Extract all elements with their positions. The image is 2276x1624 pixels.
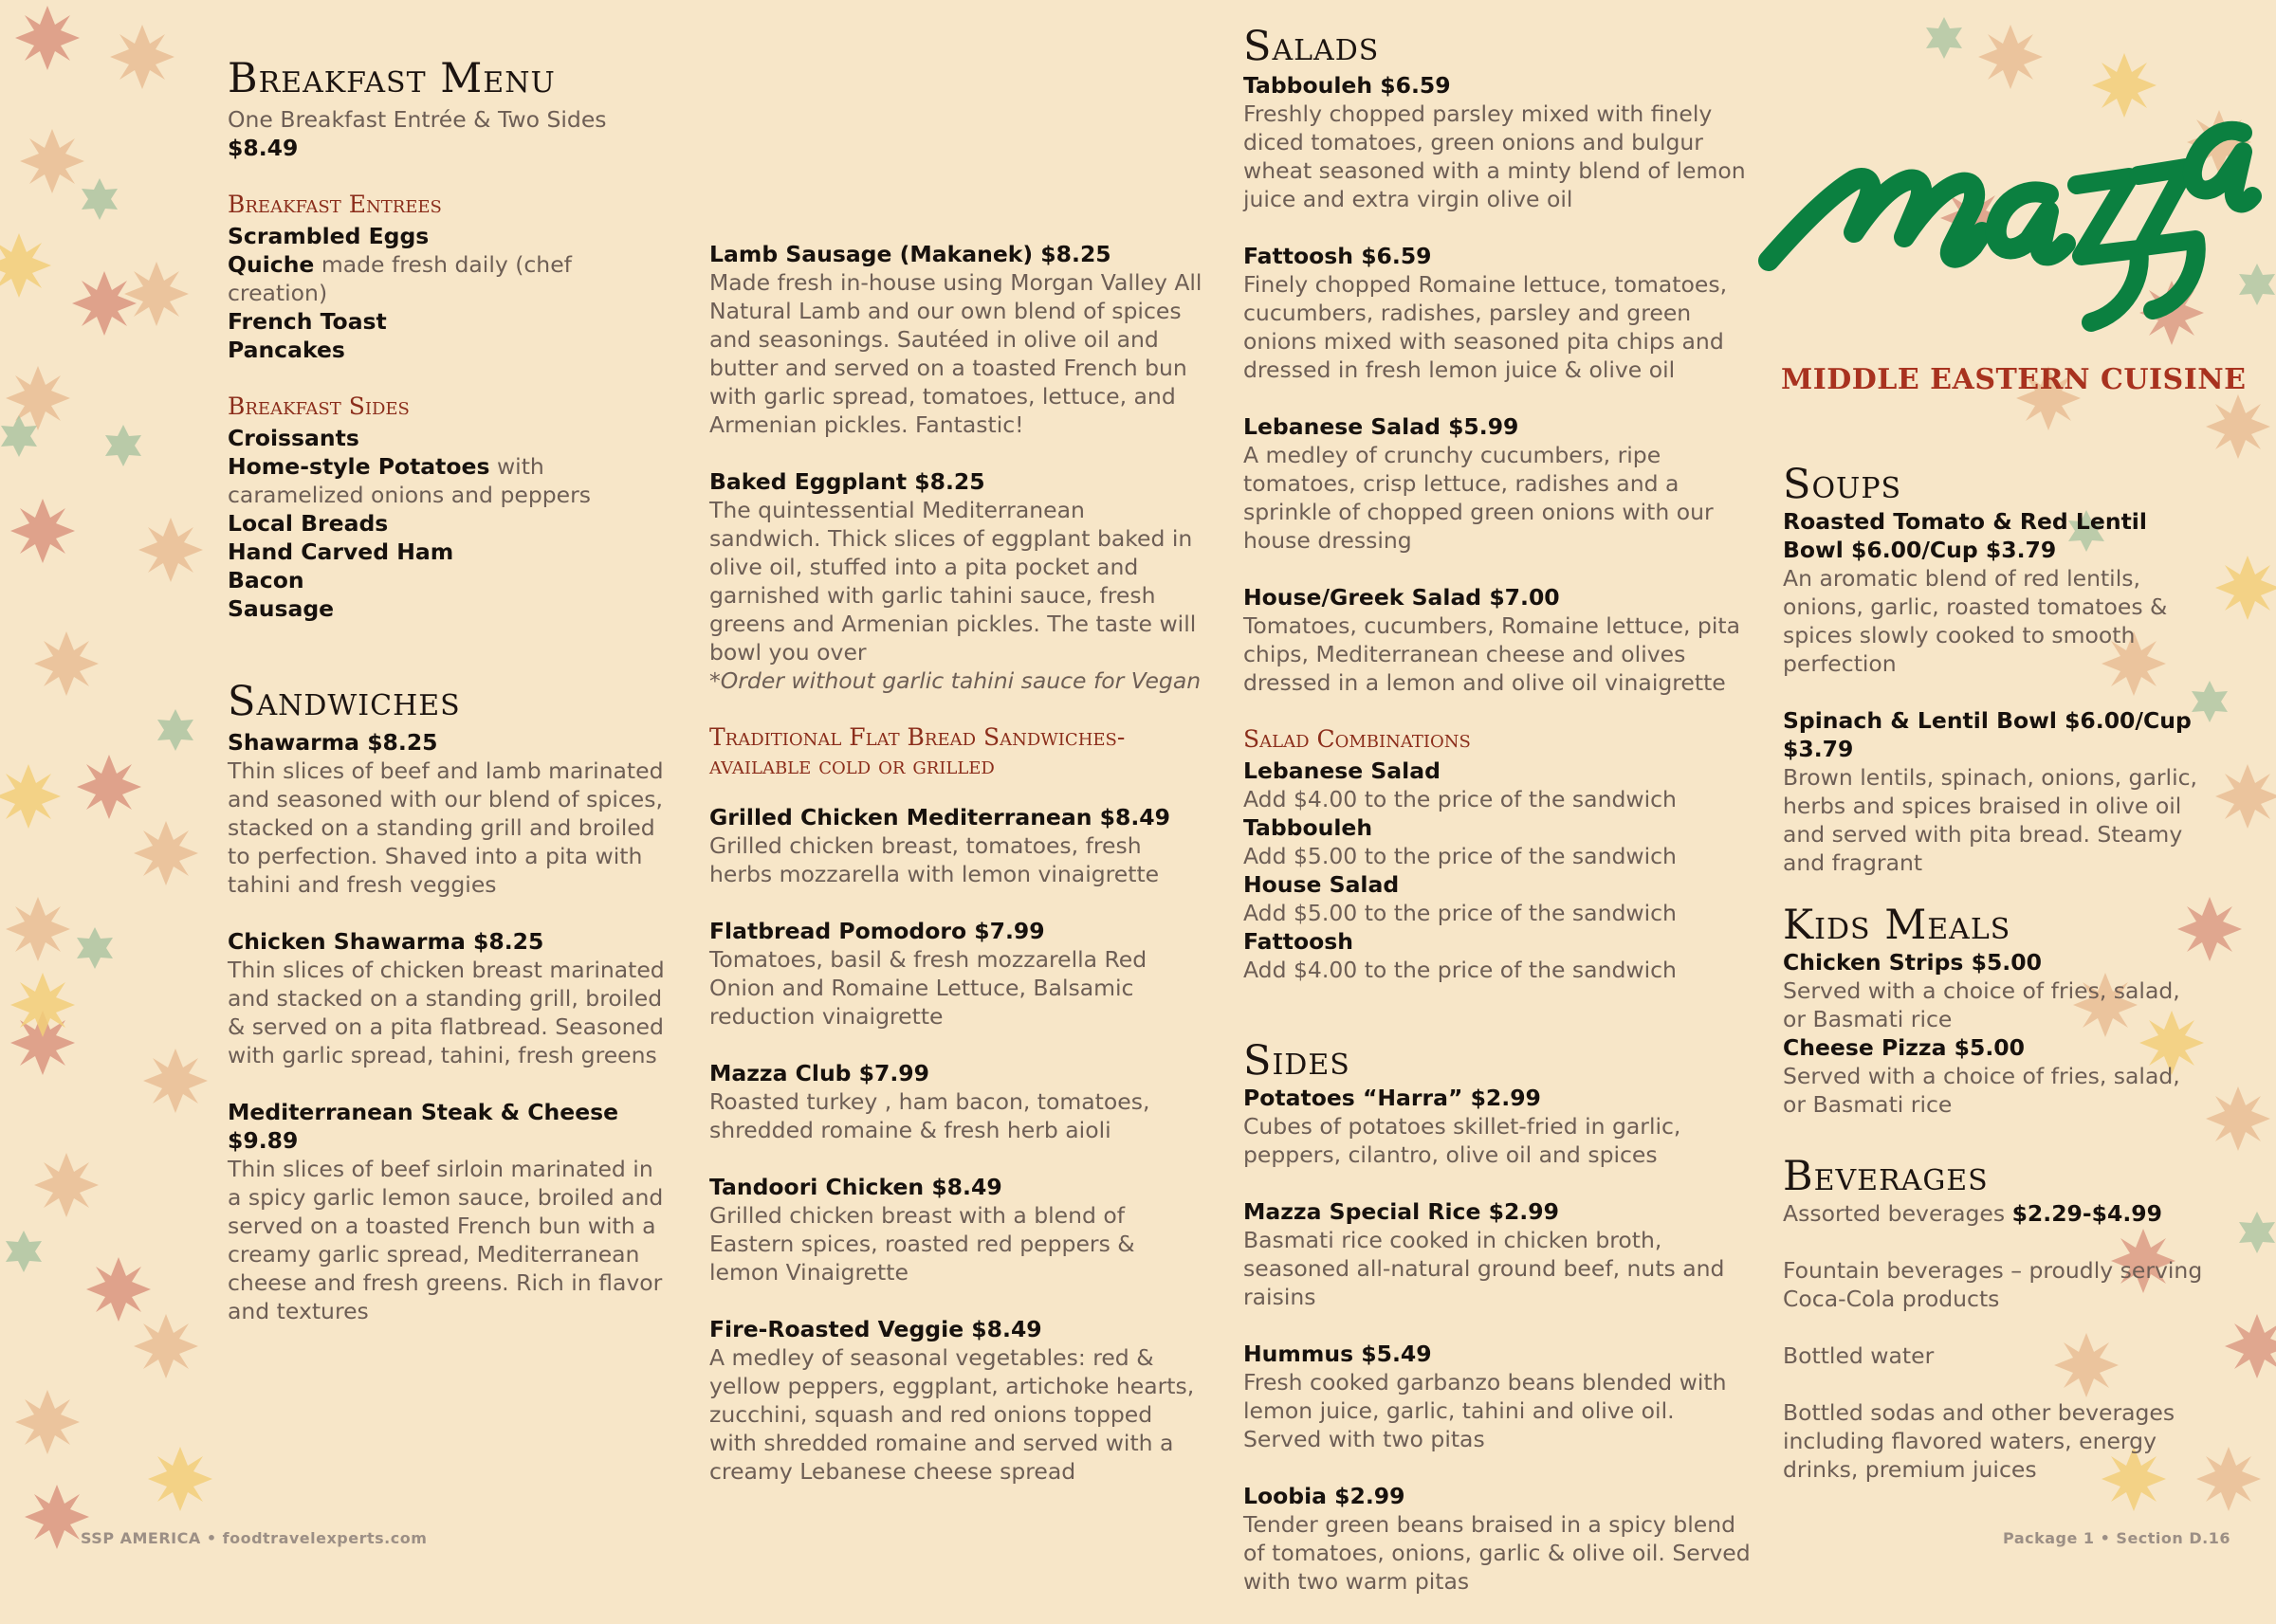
- list-item: Home-style Potatoes with caramelized onions and peppers: [228, 453, 592, 508]
- beverage-line: Fountain beverages – proudly serving Coca-Cola products: [1783, 1257, 2203, 1312]
- brand-tagline: MIDDLE EASTERN CUISINE: [1781, 363, 2247, 396]
- beverage-line: Bottled sodas and other beverages including flavored waters, energy drinks, premium juices: [1783, 1399, 2175, 1483]
- list-item: Pancakes: [228, 337, 345, 363]
- menu-item: Fattoosh $6.59 Finely chopped Romaine lettuce, tomatoes, cucumbers, radishes, parsley and green onions mixed with seasoned pita chips and dressed in fresh lemon juice & olive oil: [1243, 243, 1728, 383]
- spacer: [228, 162, 673, 191]
- menu-item: Hummus $5.49 Fresh cooked garbanzo beans blended with lemon juice, garlic, tahini and olive oil. Served with two pitas: [1243, 1341, 1727, 1452]
- beverages-heading: Beverages: [1783, 1153, 1989, 1200]
- salad-combinations-list: Lebanese Salad Add $4.00 to the price of the sandwich Tabbouleh Add $5.00 to the price of the sandwich House Salad Add $5.00 to the price of the sandwich Fattoosh Add $4.00 to the price of the sandwich: [1243, 757, 1677, 983]
- spacer: [1243, 984, 1755, 1041]
- list-item: Bacon: [228, 567, 304, 593]
- menu-item: Mazza Club $7.99 Roasted turkey , ham bacon, tomatoes, shredded romaine & fresh herb aioli: [709, 1060, 1150, 1143]
- column-salads-sides: [1243, 23, 1755, 1624]
- list-item: Hand Carved Ham: [228, 538, 454, 565]
- menu-item: Loobia $2.99 Tender green beans braised in a spicy blend of tomatoes, onions, garlic & olive oil. Served with two warm pitas: [1243, 1483, 1751, 1595]
- column-breakfast-sandwiches: [228, 55, 673, 1354]
- salad-combinations-heading: Salad Combinations: [1243, 725, 1471, 753]
- footer-right: Package 1 • Section D.16: [2003, 1529, 2230, 1547]
- menu-item: Spinach & Lentil Bowl $6.00/Cup $3.79 Brown lentils, spinach, onions, garlic, herbs and spices braised in olive oil and served with pita bread. Steamy and fragrant: [1783, 707, 2197, 876]
- breakfast-entrees-list: [228, 222, 673, 364]
- list-item: Scrambled Eggs: [228, 223, 430, 249]
- breakfast-entrees-heading: Breakfast Entrees: [228, 191, 442, 218]
- menu-item: Roasted Tomato & Red Lentil Bowl $6.00/Cup $3.79 An aromatic blend of red lentils, onions, garlic, roasted tomatoes & spices slowly cooked to smooth perfection: [1783, 508, 2168, 677]
- menu-item: Flatbread Pomodoro $7.99 Tomatoes, basil & fresh mozzarella Red Onion and Romaine Lettuce, Balsamic reduction vinaigrette: [709, 918, 1147, 1030]
- list-item: Croissants: [228, 425, 359, 451]
- flat-bread-heading: Traditional Flat Bread Sandwiches- available cold or grilled: [709, 723, 1126, 779]
- list-item: Sausage: [228, 595, 335, 622]
- sandwiches-heading: Sandwiches: [228, 678, 461, 725]
- assorted-beverages: Assorted beverages $2.29-$4.99: [1783, 1200, 2162, 1227]
- salads-heading: Salads: [1243, 23, 1380, 70]
- kids-meals-list: Chicken Strips $5.00 Served with a choice of fries, salad, or Basmati rice Cheese Pizza $5.00 Served with a choice of fries, salad, or Basmati rice: [1783, 949, 2180, 1118]
- menu-item: Grilled Chicken Mediterranean $8.49 Grilled chicken breast, tomatoes, fresh herbs mozzarella with lemon vinaigrette: [709, 804, 1170, 887]
- menu-item: Mazza Special Rice $2.99 Basmati rice cooked in chicken broth, seasoned all-natural ground beef, nuts and raisins: [1243, 1198, 1725, 1310]
- list-item: Quiche made fresh daily (chef creation): [228, 251, 572, 306]
- menu-item: House/Greek Salad $7.00 Tomatoes, cucumbers, Romaine lettuce, pita chips, Mediterranean cheese and olives dressed in a lemon and olive oil vinaigrette: [1243, 584, 1740, 696]
- menu-item: Potatoes “Harra” $2.99 Cubes of potatoes skillet-fried in garlic, peppers, cilantro, olive oil and spices: [1243, 1085, 1681, 1168]
- menu-item: Fire-Roasted Veggie $8.49 A medley of seasonal vegetables: red & yellow peppers, eggplant, artichoke hearts, zucchini, squash and red onions topped with shredded romaine and served with a creamy Lebanese cheese spread: [709, 1316, 1195, 1485]
- spacer: [228, 623, 673, 682]
- breakfast-subtitle: One Breakfast Entrée & Two Sides $8.49: [228, 106, 607, 161]
- menu-item: Chicken Shawarma $8.25 Thin slices of chicken breast marinated and stacked on a standing grill, broiled & served on a pita flatbread. Seasoned with garlic spread, tahini, fresh greens: [228, 928, 665, 1068]
- vegan-note: *Order without garlic tahini sauce for Vegan: [709, 667, 1202, 694]
- beverage-line: Bottled water: [1783, 1342, 1935, 1369]
- breakfast-sides-heading: Breakfast Sides: [228, 392, 410, 420]
- soups-heading: Soups: [1783, 461, 1902, 508]
- breakfast-sides-list: [228, 424, 673, 623]
- list-item: Local Breads: [228, 510, 389, 537]
- menu-item: Shawarma $8.25 Thin slices of beef and lamb marinated and seasoned with our blend of spices, stacked on a standing grill and broiled to perfection. Shaved into a pita with tahini and fresh veggies: [228, 729, 664, 898]
- menu-item: Lamb Sausage (Makanek) $8.25 Made fresh in-house using Morgan Valley All Natural Lamb and our own blend of spices and seasonings. Sautéed in olive oil and butter and served on a toasted French bun with garlic spread, tomatoes, lettuce, and Armenian pickles. Fantastic!: [709, 241, 1202, 438]
- sides-heading: Sides: [1243, 1037, 1350, 1085]
- menu-item: Lebanese Salad $5.99 A medley of crunchy cucumbers, ripe tomatoes, crisp lettuce, radishes and a sprinkle of chopped green onions with our house dressing: [1243, 413, 1714, 554]
- mazza-logo: [1764, 90, 2257, 356]
- footer-left: SSP AMERICA • foodtravelexperts.com: [81, 1529, 428, 1547]
- breakfast-menu-heading: Breakfast Menu: [228, 55, 556, 102]
- menu-item: Baked Eggplant $8.25 The quintessential Mediterranean sandwich. Thick slices of eggplant baked in olive oil, stuffed into a pita pocket and garnished with garlic tahini sauce, fresh greens and Armenian pickles. The taste will bowl you over *Order without garlic tahini sauce for Vegan: [709, 468, 1202, 694]
- list-item: French Toast: [228, 308, 387, 335]
- menu-item: Tabbouleh $6.59 Freshly chopped parsley mixed with finely diced tomatoes, green onions and bulgur wheat seasoned with a minty blend of lemon juice and extra virgin olive oil: [1243, 72, 1746, 212]
- menu-item: Mediterranean Steak & Cheese $9.89 Thin slices of beef sirloin marinated in a spicy garlic lemon sauce, broiled and served on a toasted French bun with a creamy garlic spread, Mediterranean cheese and fresh greens. Rich in flavor and textures: [228, 1099, 664, 1324]
- kids-meals-heading: Kids Meals: [1783, 902, 2011, 949]
- menu-item: Tandoori Chicken $8.49 Grilled chicken breast with a blend of Eastern spices, roasted red peppers & lemon Vinaigrette: [709, 1174, 1135, 1286]
- spacer: [228, 364, 673, 392]
- column-soups-kids-beverages: [1783, 461, 2210, 1484]
- column-sandwiches-continued: [709, 240, 1202, 1514]
